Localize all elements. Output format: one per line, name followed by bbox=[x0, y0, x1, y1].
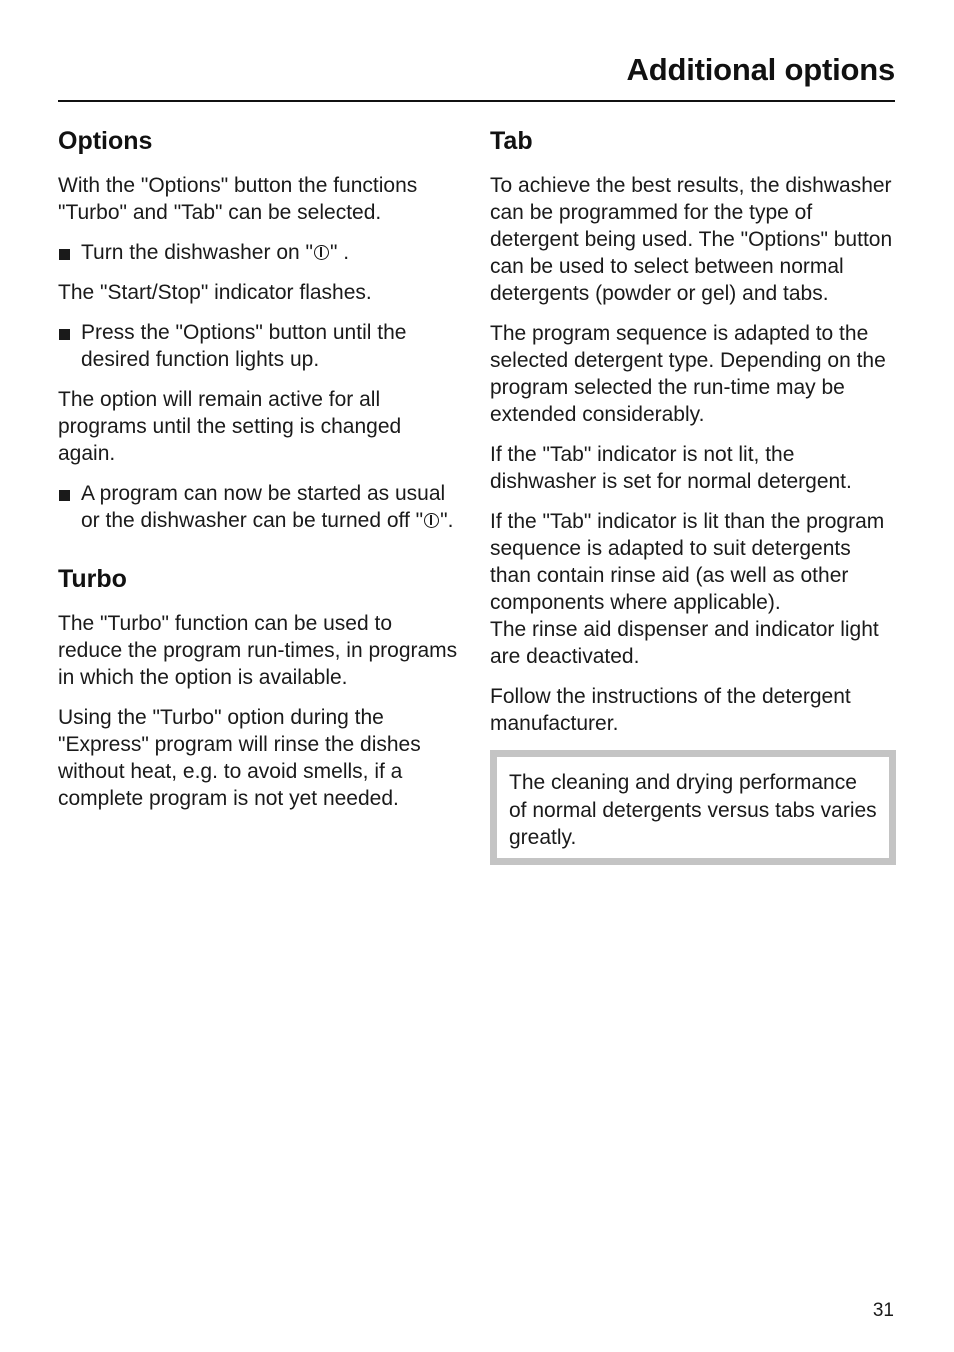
bullet-turn-on bbox=[58, 239, 458, 266]
bullet-program-start-text-end: ". bbox=[440, 509, 454, 532]
options-intro: With the "Options" button the functions "Turbo" and "Tab" can be selected. bbox=[58, 174, 418, 224]
bullet-program-start-text-start: A program can now be started as usual or the dishwasher can be turned off " bbox=[81, 482, 446, 532]
tab-heading: Tab bbox=[490, 127, 533, 155]
square-bullet-icon bbox=[59, 490, 70, 501]
page-number: 31 bbox=[872, 1300, 894, 1321]
bullet-press-options-text: Press the "Options" button until the desired function lights up. bbox=[81, 321, 407, 371]
note-text: The cleaning and drying performance of normal detergents versus tabs varies greatly. bbox=[509, 771, 877, 849]
left-column bbox=[58, 124, 458, 825]
options-section bbox=[58, 124, 458, 534]
power-symbol-icon bbox=[424, 513, 439, 528]
turbo-para-2: Using the "Turbo" option during the "Express" program will rinse the dishes without heat, e.g. to avoid smells, if a complete program is not yet needed. bbox=[58, 706, 421, 810]
power-symbol-icon bbox=[314, 245, 329, 260]
page-header bbox=[58, 50, 895, 102]
tab-para-4-line-1: If the "Tab" indicator is lit than the program sequence is adapted to suit detergents than contain rinse aid (as well as other components where applicable). bbox=[490, 510, 885, 614]
option-remain-text: The option will remain active for all programs until the setting is changed again. bbox=[58, 388, 402, 465]
start-stop-flash-text: The "Start/Stop" indicator flashes. bbox=[58, 281, 372, 304]
tab-para-5: Follow the instructions of the detergent manufacturer. bbox=[490, 685, 851, 735]
page-title: Additional options bbox=[626, 52, 895, 87]
square-bullet-icon bbox=[59, 329, 70, 340]
note-box bbox=[490, 750, 896, 865]
right-column bbox=[490, 124, 896, 865]
tab-para-2: The program sequence is adapted to the selected detergent type. Depending on the program selected the run-time may be extended considerably. bbox=[490, 322, 886, 426]
options-heading: Options bbox=[58, 127, 153, 155]
turbo-para-1: The "Turbo" function can be used to reduce the program run-times, in programs in which the option is available. bbox=[58, 612, 458, 689]
bullet-program-start bbox=[58, 480, 458, 534]
bullet-turn-on-text-start: Turn the dishwasher on " bbox=[81, 241, 313, 264]
tab-section bbox=[490, 124, 896, 865]
tab-para-1: To achieve the best results, the dishwasher can be programmed for the type of detergent being used. The "Options" button can be used to select between normal detergents (powder or gel) and tabs. bbox=[490, 174, 893, 305]
tab-para-4 bbox=[490, 508, 896, 670]
bullet-turn-on-text-end: " . bbox=[329, 241, 350, 264]
bullet-press-options bbox=[58, 319, 458, 373]
square-bullet-icon bbox=[59, 249, 70, 260]
turbo-section bbox=[58, 562, 458, 812]
turbo-heading: Turbo bbox=[58, 565, 127, 593]
tab-para-4-line-2: The rinse aid dispenser and indicator light are deactivated. bbox=[490, 618, 879, 668]
tab-para-3: If the "Tab" indicator is not lit, the dishwasher is set for normal detergent. bbox=[490, 443, 852, 493]
